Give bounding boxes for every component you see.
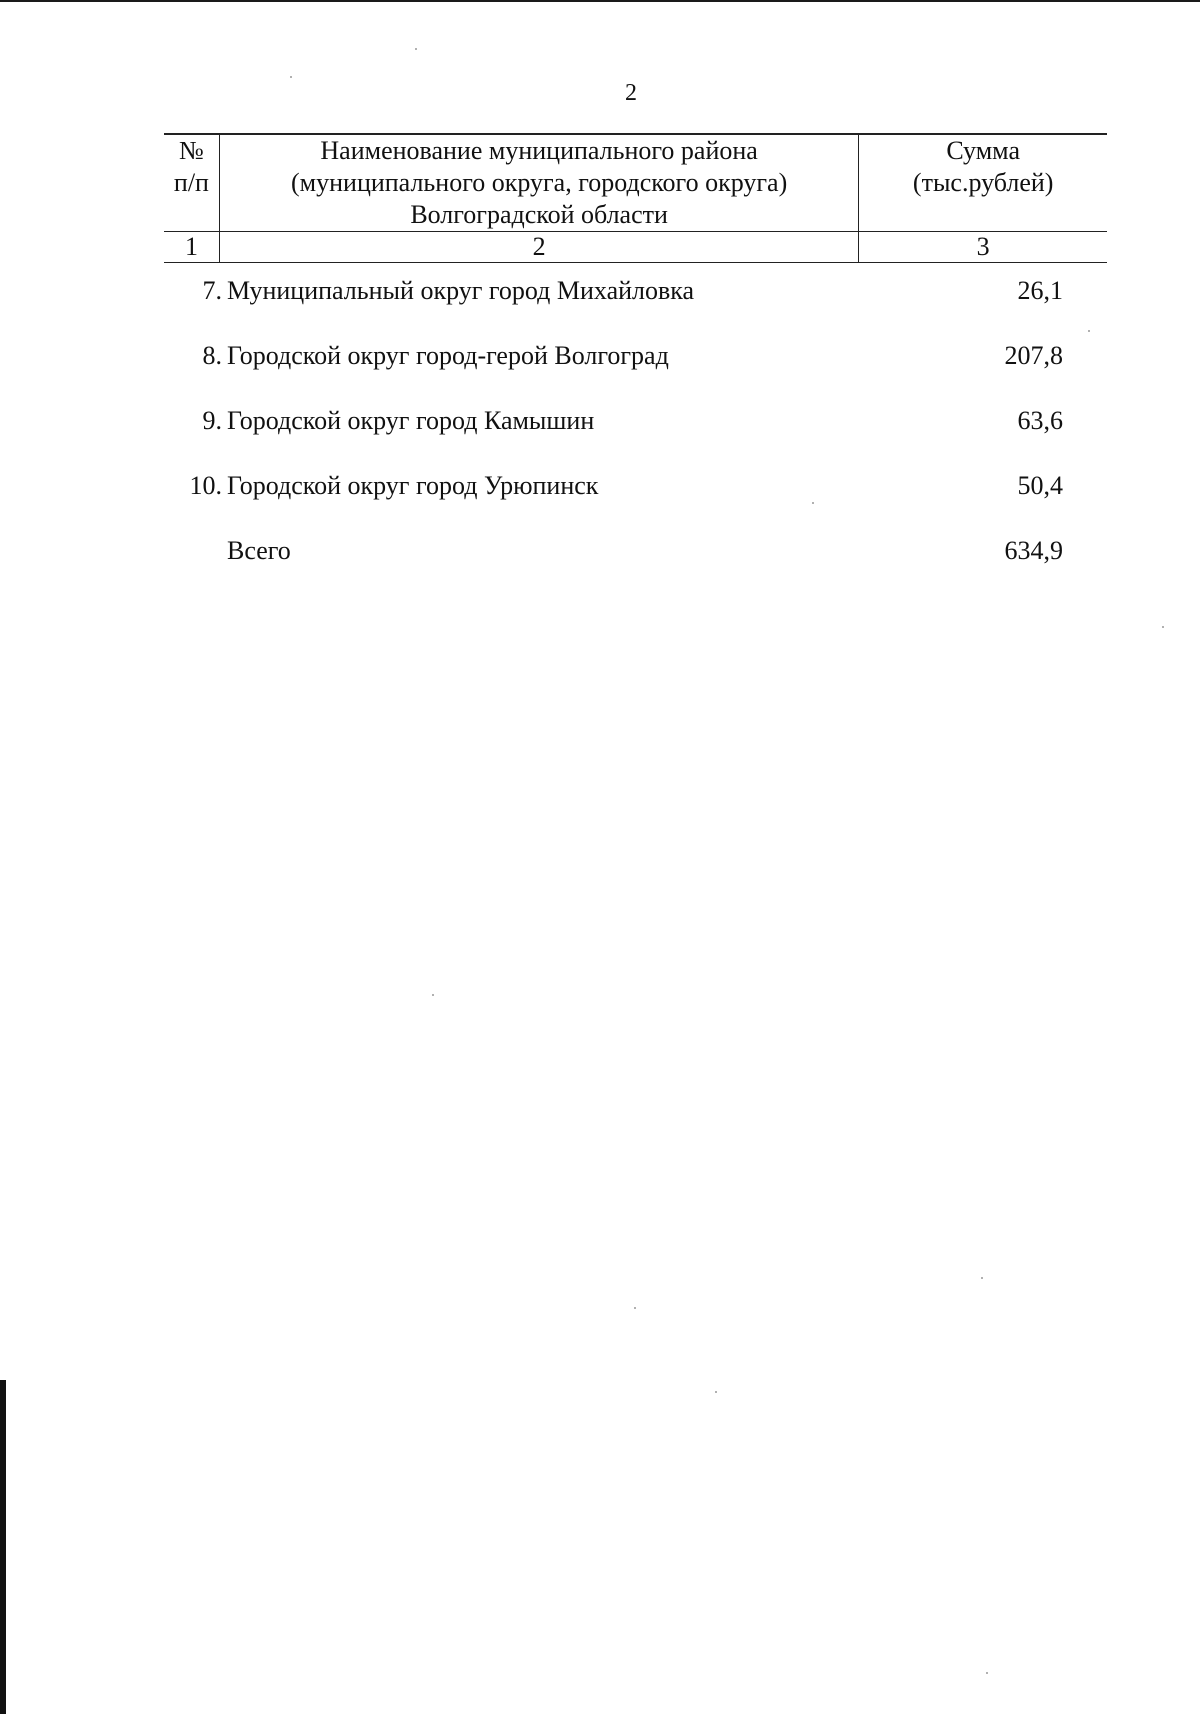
column-index-row [164,232,1107,263]
total-row [164,536,1107,601]
scan-speck [1162,626,1164,628]
table-row [164,406,1107,471]
row-sum: 50,4 [1017,471,1063,500]
scan-speck [290,76,292,78]
table-row [164,471,1107,536]
row-name: Муниципальный округ город Михайловка [227,276,695,305]
header-number-line: п/п [173,168,209,197]
row-sum: 26,1 [1017,276,1063,305]
table-row [164,341,1107,406]
column-index-cell: 2 [219,232,858,263]
row-number: 10. [189,471,222,500]
header-number-line: № [179,136,204,165]
page-number: 2 [625,80,637,106]
scan-speck [1088,330,1090,332]
table-header [164,133,1107,263]
scan-speck [415,48,417,50]
table-row [164,276,1107,341]
header-name-cell [219,134,858,232]
scan-speck [432,994,434,996]
row-sum: 207,8 [1004,341,1063,370]
scan-speck [634,1307,636,1309]
scan-speck [715,1391,717,1393]
column-index-cell: 3 [859,232,1107,263]
scan-speck [981,1277,983,1279]
scan-edge-top [0,0,1200,2]
row-number: 8. [202,341,222,370]
header-row [164,134,1107,232]
scan-speck [812,502,814,504]
header-sum-cell [859,134,1107,232]
scan-speck [986,1672,988,1674]
header-sum-line: Сумма [946,136,1020,165]
row-number: 9. [202,406,222,435]
header-name-line: Наименование муниципального района [320,136,758,165]
row-name: Городской округ город Камышин [227,406,595,435]
header-sum-line: (тыс.рублей) [912,168,1054,197]
row-sum: 63,6 [1017,406,1063,435]
header-name-line: Волгоградской области [410,200,668,229]
scan-edge-left [0,1380,6,1714]
column-index-cell: 1 [164,232,219,263]
header-number-cell [164,134,219,232]
total-label: Всего [227,536,291,565]
row-name: Городской округ город-герой Волгоград [227,341,669,370]
row-name: Городской округ город Урюпинск [227,471,599,500]
row-number: 7. [202,276,222,305]
header-name-line: (муниципального округа, городского округа) [291,168,788,197]
total-sum: 634,9 [1004,536,1063,565]
table-body [164,276,1107,601]
